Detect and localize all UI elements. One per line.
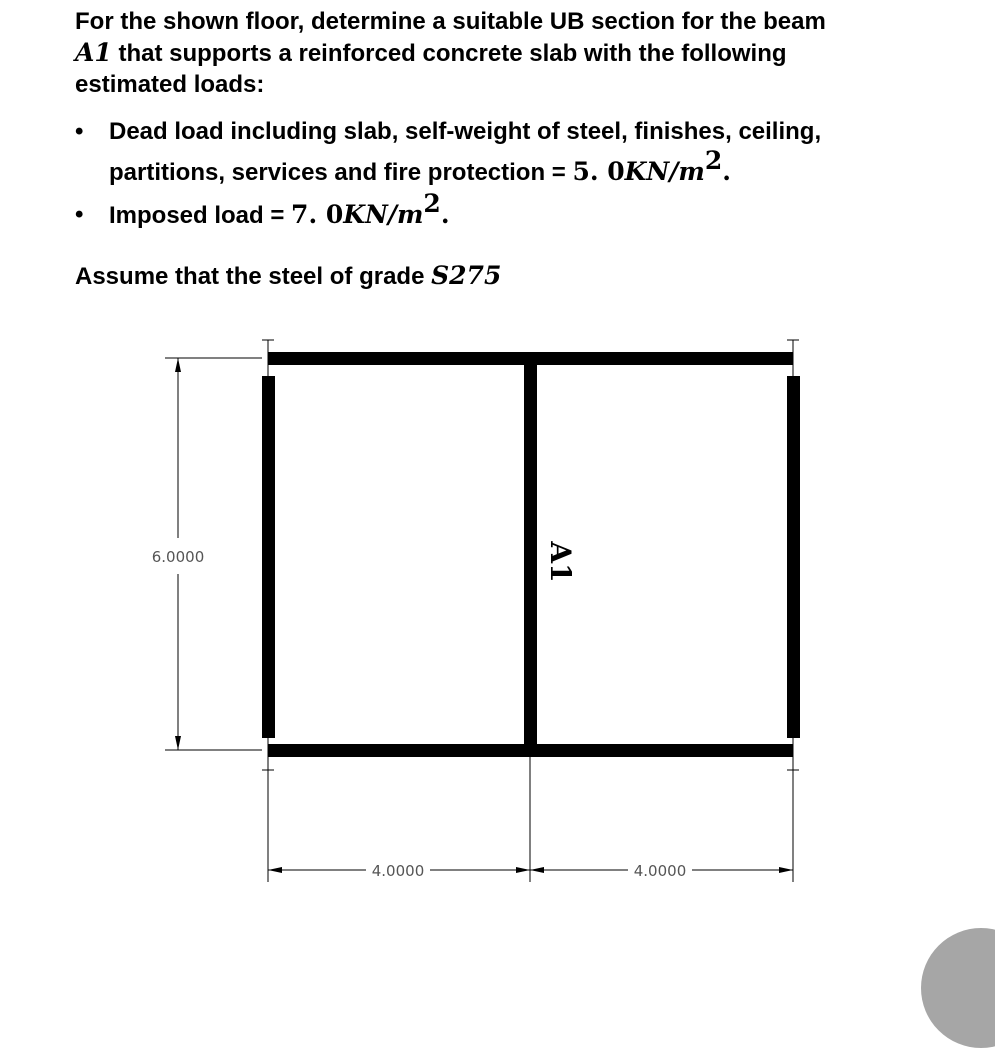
bullet-icon: •: [75, 201, 84, 228]
right-span-dimension-label: 4.0000: [633, 862, 687, 880]
bullet-icon: •: [75, 118, 84, 145]
beam-a1: [524, 365, 537, 744]
arrow-up: [175, 358, 181, 372]
beam-name-math: A1: [75, 38, 112, 67]
beam-top: [268, 352, 793, 365]
imposed-load-text: Imposed load = 7. $0KN/m^2$.: [109, 189, 450, 229]
intro-text-1: For the shown floor, determine a suitable UB section for the beam: [75, 8, 826, 35]
beam-left: [262, 376, 275, 738]
beam-a1-label: A1: [544, 541, 577, 583]
dead-load-text: Dead load including slab, self-weight of steel, finishes, ceiling,: [109, 118, 822, 145]
imposed-load-value: 7. 0: [291, 200, 344, 229]
beam-bottom: [268, 744, 793, 757]
grade-value: S275: [431, 261, 502, 290]
imposed-load-unit: KN/m: [343, 200, 424, 229]
dead-load-value: 5. 0: [572, 157, 625, 186]
dead-load-unit: KN/m: [624, 157, 705, 186]
left-span-dimension-label: 4.0000: [371, 862, 425, 880]
intro-text-2: that supports a reinforced concrete slab with the following: [118, 40, 787, 67]
intro-text-3: estimated loads:: [75, 71, 265, 98]
height-dimension-label: 6.0000: [151, 548, 205, 566]
dead-load-text-2: partitions, services and fire protection = 5. $0KN/m^2$.: [109, 146, 731, 186]
grade-text: Assume that the steel of grade: [75, 263, 425, 290]
arrow-down: [175, 736, 181, 750]
beam-right: [787, 376, 800, 738]
